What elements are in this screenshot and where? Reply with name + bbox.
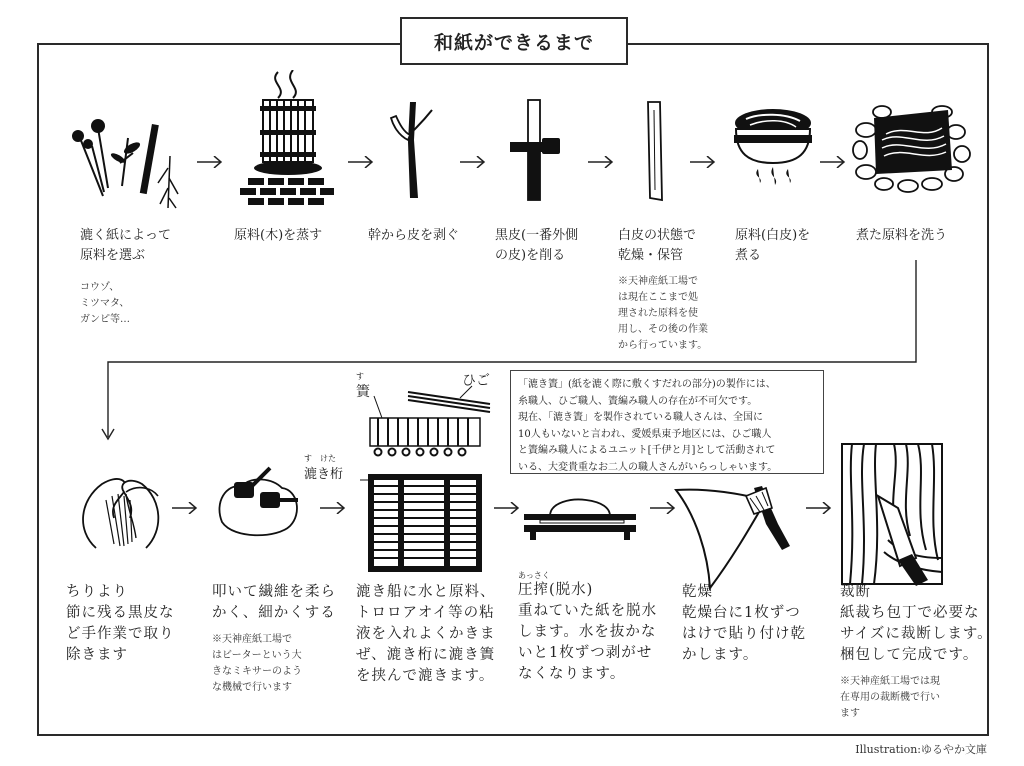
white-bark-strip-icon (640, 100, 670, 202)
step-remove-dust (66, 582, 175, 666)
step-select-material (80, 226, 171, 328)
step-caption: 原料(白皮)を 煮る (735, 228, 811, 263)
step-caption: 漉き船に水と原料、 トロロアオイ等の粘 液を入れよくかきま ぜ、漉き桁に漉き簀 を挟んで漉きます。 (356, 584, 496, 684)
sugeta-text: 漉き桁 (304, 467, 344, 482)
step-caption: 裁断 紙裁ち包丁で必要な サイズに裁断します。 梱包して完成です。 (840, 584, 993, 663)
raw-plants-icon (58, 108, 188, 213)
screen-frame-icon (360, 382, 510, 582)
step-note: ※天神産紙工場で はビーターという大 きなミキサーのよう な機械で行います (212, 634, 302, 693)
brush-drying-icon (670, 484, 810, 594)
step-cutting (840, 582, 993, 722)
bark-scraping-icon (504, 98, 564, 203)
flow-arrow-3 (460, 156, 486, 168)
cutting-knife-icon (838, 440, 948, 588)
hands-picking-icon (66, 470, 176, 550)
su-ruby: す (356, 372, 364, 381)
flow-arrow-7 (172, 502, 198, 514)
step-caption: 乾燥 乾燥台に1枚ずつ はけで貼り付け乾 かします。 (682, 584, 806, 663)
step-caption: 圧搾(脱水) 重ねていた紙を脱水 します。水を抜かな いと1枚ずつ剥がせ なくなります。 (518, 582, 658, 682)
flow-arrow-11 (806, 502, 832, 514)
step-dry-white-bark (618, 226, 708, 354)
beating-mallets-icon (212, 462, 302, 538)
boiling-pot-icon (730, 105, 816, 185)
press-ruby: あっさく (518, 571, 550, 580)
step-caption: 白皮の状態で 乾燥・保管 (618, 228, 697, 263)
flow-arrow-8 (320, 502, 346, 514)
step-caption: 叩いて繊維を柔ら かく、細かくする (212, 584, 336, 621)
flow-arrow-4 (588, 156, 614, 168)
step-scrape-black-bark (495, 226, 578, 266)
flow-arrow-9 (494, 502, 520, 514)
diagram-title: 和紙ができるまで (400, 17, 628, 65)
step-caption: ちりより 節に残る黒皮な ど手作業で取り 除きます (66, 584, 175, 663)
sugeta-label (304, 454, 343, 482)
step-note: ※天神産紙工場では現 在専用の裁断機で行い ます (840, 676, 940, 719)
flow-arrow-10 (650, 502, 676, 514)
step-press (518, 571, 657, 685)
sugeta-callout: 「漉き簀」(紙を漉く際に敷くすだれの部分)の製作には、 糸職人、ひご職人、簀編み職人の存在が不可欠です。 現在、「漉き簀」を製作されている職人さんは、全国に 10人もいないと言われ、愛媛県東予地区には、ひご職人 と簀編み職人によるユニット[千伊と月]として活動されて いる、大変貴重なお二人の職人さんがいらっしゃいます。 (510, 370, 824, 474)
step-beat-fibers (212, 582, 336, 696)
flow-arrow-5 (690, 156, 716, 168)
sugeta-ruby: す けた (304, 454, 336, 463)
step-drying (682, 582, 806, 666)
step-steam-wood (234, 226, 322, 246)
step-caption: 煮た原料を洗う (856, 228, 948, 243)
step-note: コウゾ、 ミツマタ、 ガンピ等… (80, 282, 130, 325)
branch-peeling-icon (388, 100, 438, 200)
illustration-credit: Illustration:ゆるやか文庫 (855, 743, 987, 756)
press-icon (520, 494, 640, 542)
step-peel-bark (368, 226, 459, 246)
higo-label: ひご (462, 373, 490, 389)
washing-stream-icon (852, 100, 972, 195)
su-text: 簀 (356, 384, 370, 400)
step-boil (735, 226, 810, 266)
steamer-icon (238, 70, 338, 212)
flow-arrow-1 (197, 156, 223, 168)
flow-arrow-6 (820, 156, 846, 168)
step-caption: 原料(木)を蒸す (234, 228, 323, 243)
step-wash (856, 226, 947, 246)
step-caption: 漉く紙によって 原料を選ぶ (80, 228, 172, 263)
step-caption: 黒皮(一番外側 の皮)を削る (495, 228, 579, 263)
flow-arrow-2 (348, 156, 374, 168)
step-caption: 幹から皮を剥ぐ (368, 228, 460, 243)
step-note: ※天神産紙工場で は現在ここまで処 理された原料を使 用し、その後の作業 から行っています。 (618, 276, 708, 351)
step-papermaking (356, 582, 496, 687)
